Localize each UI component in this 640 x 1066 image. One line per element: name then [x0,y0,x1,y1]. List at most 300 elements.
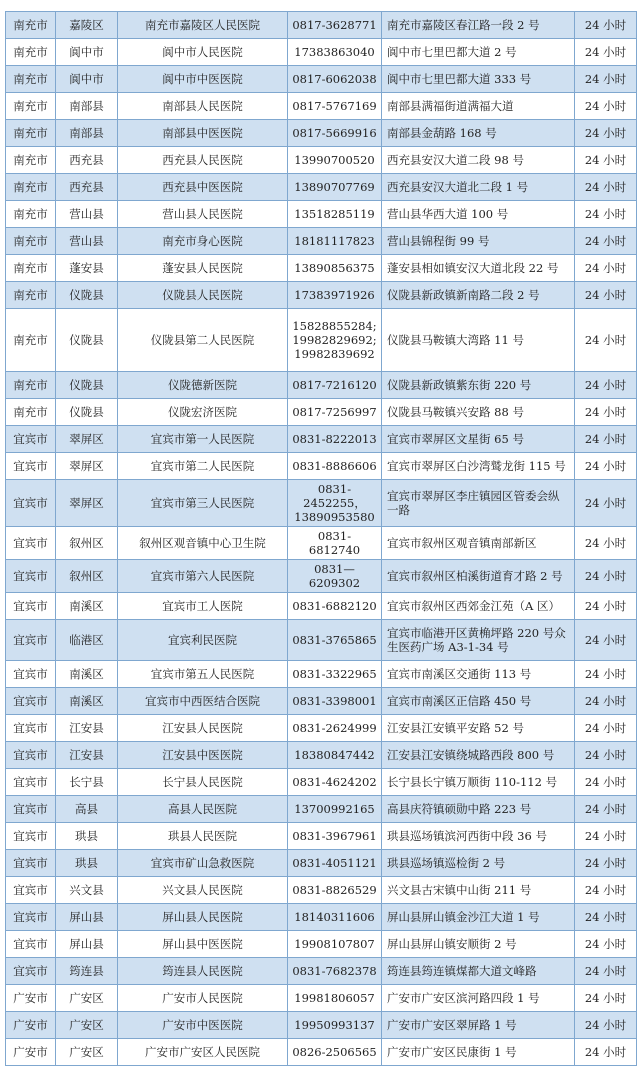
hours-cell: 24 小时 [575,1012,637,1039]
phone-cell [288,742,382,769]
table-row [6,228,637,255]
phone-number: 0831-8222013 [292,432,377,446]
table-row [6,282,637,309]
phone-cell [288,985,382,1012]
hospital-name-cell: 广安市中医医院 [118,1012,288,1039]
district-cell: 阆中市 [56,66,118,93]
city-cell: 南充市 [6,120,56,147]
phone-cell [288,850,382,877]
phone-number: 0831-4624202 [292,775,377,789]
hours-cell: 24 小时 [575,426,637,453]
district-cell: 仪陇县 [56,399,118,426]
hours-cell: 24 小时 [575,769,637,796]
hospital-name-cell: 仪陇县人民医院 [118,282,288,309]
table-row [6,309,637,372]
hours-cell: 24 小时 [575,12,637,39]
district-cell: 江安县 [56,742,118,769]
phone-number: 18140311606 [294,910,375,924]
hours-cell: 24 小时 [575,93,637,120]
district-cell: 南部县 [56,120,118,147]
hospital-name-cell: 宜宾市第五人民医院 [118,661,288,688]
city-cell: 南充市 [6,282,56,309]
table-row [6,877,637,904]
city-cell: 南充市 [6,39,56,66]
hospital-name-cell: 西充县人民医院 [118,147,288,174]
district-cell: 仪陇县 [56,309,118,372]
hospital-name-cell: 屏山县人民医院 [118,904,288,931]
phone-number: 0817-7216120 [292,378,377,392]
hospital-name-cell: 仪陇县第二人民医院 [118,309,288,372]
hospital-name-cell: 阆中市中医医院 [118,66,288,93]
city-cell: 宜宾市 [6,796,56,823]
phone-cell [288,661,382,688]
address-cell [382,1039,575,1066]
address-cell [382,661,575,688]
hospital-name-cell: 宜宾市第三人民医院 [118,480,288,527]
table-row [6,255,637,282]
address-line: 生医药广场 A3-1-34 号 [387,640,509,654]
hospital-name-cell: 兴文县人民医院 [118,877,288,904]
hours-cell: 24 小时 [575,372,637,399]
city-cell: 宜宾市 [6,593,56,620]
address-cell [382,593,575,620]
phone-number: 13890856375 [294,261,375,275]
address-cell [382,850,575,877]
phone-cell [288,255,382,282]
table-row [6,453,637,480]
address-line: 筠连县筠连镇煤都大道文峰路 [387,964,537,978]
city-cell: 宜宾市 [6,620,56,661]
hospital-table-body [6,12,637,1066]
hours-cell: 24 小时 [575,593,637,620]
hours-cell: 24 小时 [575,527,637,560]
hours-cell: 24 小时 [575,958,637,985]
address-line: 阆中市七里巴都大道 2 号 [387,45,517,59]
city-cell: 南充市 [6,228,56,255]
district-cell: 翠屏区 [56,453,118,480]
district-cell: 南部县 [56,93,118,120]
table-row [6,1039,637,1066]
phone-number: 0831-3967961 [292,829,377,843]
hours-cell: 24 小时 [575,39,637,66]
address-line: 阆中市七里巴都大道 333 号 [387,72,532,86]
city-cell: 宜宾市 [6,688,56,715]
city-cell: 宜宾市 [6,560,56,593]
phone-number: 19908107807 [294,937,375,951]
district-cell: 珙县 [56,823,118,850]
table-row [6,120,637,147]
phone-number: 18181117823 [294,234,375,248]
city-cell: 宜宾市 [6,904,56,931]
address-line: 仪陇县新政镇紫东街 220 号 [387,378,532,392]
hours-cell: 24 小时 [575,742,637,769]
address-cell [382,174,575,201]
table-row [6,620,637,661]
address-line: 广安市广安区民康街 1 号 [387,1045,517,1059]
address-cell [382,742,575,769]
phone-number: 15828855284; [292,319,377,333]
address-cell [382,715,575,742]
city-cell: 南充市 [6,66,56,93]
city-cell: 宜宾市 [6,742,56,769]
table-row [6,66,637,93]
address-cell [382,309,575,372]
hours-cell: 24 小时 [575,931,637,958]
phone-cell [288,93,382,120]
address-line: 江安县江安镇平安路 52 号 [387,721,524,735]
address-line: 珙县巡场镇滨河西街中段 36 号 [387,829,547,843]
city-cell: 广安市 [6,1039,56,1066]
address-cell [382,453,575,480]
address-line: 西充县安汉大道二段 98 号 [387,153,524,167]
address-line: 屏山县屏山镇安顺街 2 号 [387,937,517,951]
hospital-name-cell: 广安市广安区人民医院 [118,1039,288,1066]
hospital-name-cell: 叙州区观音镇中心卫生院 [118,527,288,560]
hours-cell: 24 小时 [575,120,637,147]
phone-number: 0831-7682378 [292,964,377,978]
table-row [6,399,637,426]
address-line: 一路 [387,503,410,517]
city-cell: 宜宾市 [6,958,56,985]
district-cell: 阆中市 [56,39,118,66]
district-cell: 筠连县 [56,958,118,985]
city-cell: 南充市 [6,309,56,372]
phone-number: 0831-6882120 [292,599,377,613]
hospital-name-cell: 仪陇宏济医院 [118,399,288,426]
hours-cell: 24 小时 [575,904,637,931]
phone-number: 13890707769 [294,180,375,194]
address-cell [382,1012,575,1039]
hours-cell: 24 小时 [575,282,637,309]
table-row [6,39,637,66]
phone-cell [288,12,382,39]
phone-cell [288,66,382,93]
phone-cell [288,877,382,904]
phone-number: 13518285119 [294,207,375,221]
phone-number: 0831- 6812740 [308,529,361,557]
city-cell: 南充市 [6,372,56,399]
phone-cell [288,560,382,593]
hours-cell: 24 小时 [575,985,637,1012]
city-cell: 宜宾市 [6,769,56,796]
address-line: 仪陇县新政镇新南路二段 2 号 [387,288,540,302]
table-row [6,661,637,688]
address-line: 宜宾市南溪区交通街 113 号 [387,667,532,681]
phone-number: 0817-6062038 [292,72,377,86]
address-cell [382,201,575,228]
phone-cell [288,147,382,174]
address-cell [382,372,575,399]
hours-cell: 24 小时 [575,688,637,715]
hospital-name-cell: 营山县人民医院 [118,201,288,228]
hospital-name-cell: 高县人民医院 [118,796,288,823]
phone-number: 0826-2506565 [292,1045,377,1059]
hours-cell: 24 小时 [575,877,637,904]
district-cell: 叙州区 [56,527,118,560]
address-line: 珙县巡场镇巡检街 2 号 [387,856,506,870]
city-cell: 南充市 [6,12,56,39]
hours-cell: 24 小时 [575,796,637,823]
hospital-name-cell: 广安市人民医院 [118,985,288,1012]
district-cell: 翠屏区 [56,426,118,453]
table-row [6,426,637,453]
phone-cell [288,688,382,715]
address-line: 宜宾市翠屏区文星街 65 号 [387,432,524,446]
phone-cell [288,958,382,985]
phone-cell [288,527,382,560]
address-cell [382,796,575,823]
hours-cell: 24 小时 [575,1039,637,1066]
address-cell [382,985,575,1012]
phone-number: 0831—6209302 [308,562,361,590]
district-cell: 蓬安县 [56,255,118,282]
table-row [6,593,637,620]
phone-number: 19982839692 [294,347,375,361]
address-cell [382,823,575,850]
phone-cell [288,904,382,931]
phone-cell [288,120,382,147]
city-cell: 宜宾市 [6,931,56,958]
hospital-name-cell: 西充县中医医院 [118,174,288,201]
city-cell: 南充市 [6,174,56,201]
district-cell: 营山县 [56,228,118,255]
hospital-name-cell: 宜宾市矿山急救医院 [118,850,288,877]
phone-number: 0831-4051121 [292,856,377,870]
address-cell [382,931,575,958]
phone-number: 0831-3765865 [292,633,377,647]
phone-number: 13890953580 [294,510,375,524]
address-line: 宜宾市叙州区观音镇南部新区 [387,536,537,550]
phone-cell [288,593,382,620]
address-cell [382,399,575,426]
phone-number: 19981806057 [294,991,375,1005]
phone-cell [288,282,382,309]
city-cell: 宜宾市 [6,426,56,453]
phone-cell [288,228,382,255]
hours-cell: 24 小时 [575,715,637,742]
city-cell: 宜宾市 [6,527,56,560]
hours-cell: 24 小时 [575,560,637,593]
city-cell: 南充市 [6,201,56,228]
address-line: 宜宾市叙州区柏溪街道育才路 2 号 [387,569,563,583]
phone-cell [288,931,382,958]
hospital-name-cell: 仪陇德新医院 [118,372,288,399]
address-line: 屏山县屏山镇金沙江大道 1 号 [387,910,540,924]
hospital-name-cell: 南部县人民医院 [118,93,288,120]
phone-number: 19950993137 [294,1018,375,1032]
phone-cell [288,39,382,66]
hospital-name-cell: 珙县人民医院 [118,823,288,850]
table-row [6,715,637,742]
table-row [6,480,637,527]
hospital-name-cell: 筠连县人民医院 [118,958,288,985]
table-row [6,372,637,399]
city-cell: 宜宾市 [6,877,56,904]
address-line: 宜宾市叙州区西郊金江苑（A 区） [387,599,560,613]
address-line: 高县庆符镇硕勋中路 223 号 [387,802,532,816]
phone-number: 18380847442 [294,748,375,762]
table-row [6,93,637,120]
address-cell [382,877,575,904]
hospital-table-wrapper [5,11,636,1066]
district-cell: 珙县 [56,850,118,877]
address-line: 广安市广安区翠屏路 1 号 [387,1018,517,1032]
table-row [6,796,637,823]
table-row [6,688,637,715]
address-line: 宜宾市翠屏区李庄镇园区管委会纵 [387,489,560,503]
address-cell [382,255,575,282]
city-cell: 宜宾市 [6,823,56,850]
district-cell: 广安区 [56,1039,118,1066]
phone-number: 0817-7256997 [292,405,377,419]
address-cell [382,527,575,560]
table-row [6,985,637,1012]
hours-cell: 24 小时 [575,66,637,93]
phone-cell [288,620,382,661]
city-cell: 南充市 [6,93,56,120]
table-row [6,560,637,593]
address-line: 兴文县古宋镇中山街 211 号 [387,883,532,897]
hours-cell: 24 小时 [575,399,637,426]
district-cell: 南溪区 [56,593,118,620]
district-cell: 仪陇县 [56,372,118,399]
hospital-name-cell: 阆中市人民医院 [118,39,288,66]
table-row [6,931,637,958]
district-cell: 广安区 [56,1012,118,1039]
address-cell [382,66,575,93]
city-cell: 南充市 [6,147,56,174]
address-line: 宜宾市南溪区正信路 450 号 [387,694,532,708]
hospital-name-cell: 屏山县中医医院 [118,931,288,958]
phone-number: 19982829692; [292,333,377,347]
phone-cell [288,453,382,480]
address-line: 蓬安县相如镇安汉大道北段 22 号 [387,261,559,275]
phone-cell [288,480,382,527]
hospital-name-cell: 长宁县人民医院 [118,769,288,796]
phone-cell [288,309,382,372]
address-line: 广安市广安区滨河路四段 1 号 [387,991,540,1005]
district-cell: 广安区 [56,985,118,1012]
address-line: 西充县安汉大道北二段 1 号 [387,180,529,194]
district-cell: 江安县 [56,715,118,742]
district-cell: 西充县 [56,174,118,201]
hours-cell: 24 小时 [575,661,637,688]
address-line: 南部县金葫路 168 号 [387,126,497,140]
phone-number: 0831-8826529 [292,883,377,897]
hospital-name-cell: 宜宾市第六人民医院 [118,560,288,593]
table-row [6,850,637,877]
address-cell [382,282,575,309]
hospital-name-cell: 南部县中医医院 [118,120,288,147]
district-cell: 南溪区 [56,661,118,688]
hours-cell: 24 小时 [575,453,637,480]
hours-cell: 24 小时 [575,201,637,228]
address-line: 宜宾市临港开区黄桷坪路 220 号众 [387,626,566,640]
address-cell [382,620,575,661]
address-line: 南充市嘉陵区春江路一段 2 号 [387,18,540,32]
address-cell [382,228,575,255]
district-cell: 高县 [56,796,118,823]
table-row [6,769,637,796]
address-line: 营山县锦程街 99 号 [387,234,490,248]
address-cell [382,426,575,453]
district-cell: 营山县 [56,201,118,228]
city-cell: 南充市 [6,255,56,282]
city-cell: 广安市 [6,1012,56,1039]
address-cell [382,904,575,931]
table-row [6,201,637,228]
phone-number: 0831-3398001 [292,694,377,708]
address-line: 长宁县长宁镇万顺街 110-112 号 [387,775,558,789]
district-cell: 西充县 [56,147,118,174]
city-cell: 宜宾市 [6,715,56,742]
address-line: 江安县江安镇绕城路西段 800 号 [387,748,555,762]
district-cell: 屏山县 [56,931,118,958]
phone-cell [288,769,382,796]
phone-cell [288,1039,382,1066]
address-cell [382,93,575,120]
address-line: 仪陇县马鞍镇大湾路 11 号 [387,333,524,347]
table-row [6,904,637,931]
hospital-name-cell: 江安县人民医院 [118,715,288,742]
district-cell: 屏山县 [56,904,118,931]
table-row [6,527,637,560]
district-cell: 叙州区 [56,560,118,593]
address-cell [382,39,575,66]
phone-cell [288,426,382,453]
hours-cell: 24 小时 [575,309,637,372]
hours-cell: 24 小时 [575,147,637,174]
phone-cell [288,796,382,823]
city-cell: 宜宾市 [6,480,56,527]
hours-cell: 24 小时 [575,228,637,255]
phone-number: 17383863040 [294,45,375,59]
address-cell [382,480,575,527]
phone-cell [288,201,382,228]
address-cell [382,147,575,174]
hours-cell: 24 小时 [575,823,637,850]
table-row [6,147,637,174]
phone-number: 13990700520 [294,153,375,167]
district-cell: 仪陇县 [56,282,118,309]
city-cell: 宜宾市 [6,661,56,688]
hospital-name-cell: 宜宾市中西医结合医院 [118,688,288,715]
address-line: 仪陇县马鞍镇兴安路 88 号 [387,405,524,419]
city-cell: 广安市 [6,985,56,1012]
address-cell [382,958,575,985]
phone-number: 0831-3322965 [292,667,377,681]
phone-cell [288,1012,382,1039]
address-line: 营山县华西大道 100 号 [387,207,509,221]
phone-number: 0831-2624999 [292,721,377,735]
phone-number: 17383971926 [294,288,375,302]
phone-cell [288,399,382,426]
district-cell: 南溪区 [56,688,118,715]
phone-number: 0817-5767169 [292,99,377,113]
district-cell: 兴文县 [56,877,118,904]
phone-cell [288,174,382,201]
phone-number: 0831-8886606 [292,459,377,473]
city-cell: 宜宾市 [6,850,56,877]
hospital-name-cell: 南充市嘉陵区人民医院 [118,12,288,39]
address-line: 南部县满福街道满福大道 [387,99,514,113]
phone-cell [288,715,382,742]
hospital-name-cell: 宜宾利民医院 [118,620,288,661]
table-row [6,742,637,769]
hours-cell: 24 小时 [575,255,637,282]
address-cell [382,120,575,147]
table-row [6,174,637,201]
